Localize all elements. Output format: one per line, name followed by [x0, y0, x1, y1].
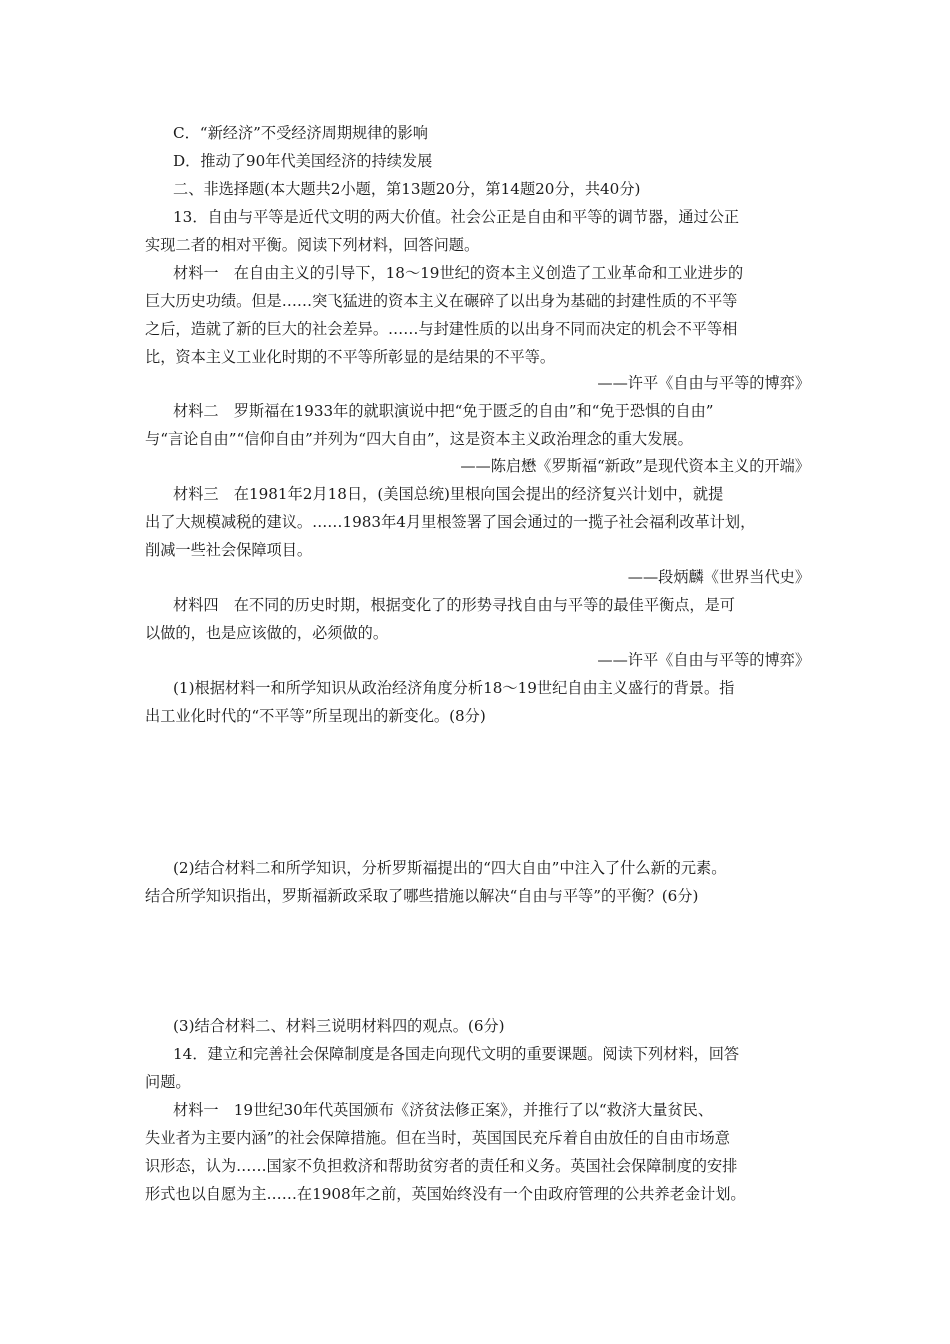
- q13-part-2-line: 结合所学知识指出，罗斯福新政采取了哪些措施以解决“自由与平等”的平衡？(6分): [145, 887, 699, 905]
- q13-material-1-line: 之后，造就了新的巨大的社会差异。……与封建性质的以出身不同而决定的机会不平等相: [145, 320, 738, 338]
- q13-intro-line: 13．自由与平等是近代文明的两大价值。社会公正是自由和平等的调节器，通过公正: [173, 208, 740, 226]
- q14-material-1-line: 失业者为主要内涵”的社会保障措施。但在当时，英国国民充斥着自由放任的自由市场意: [145, 1129, 730, 1147]
- q13-material-3-source: ——段炳麟《世界当代史》: [627, 568, 810, 586]
- q13-material-1-line: 材料一 在自由主义的引导下，18～19世纪的资本主义创造了工业革命和工业进步的: [173, 264, 744, 282]
- section-header: 二、非选择题(本大题共2小题，第13题20分，第14题20分，共40分): [173, 180, 641, 198]
- q13-material-2-source: ——陈启懋《罗斯福“新政”是现代资本主义的开端》: [460, 457, 810, 475]
- option-c: C．“新经济”不受经济周期规律的影响: [173, 124, 428, 142]
- option-d: D．推动了90年代美国经济的持续发展: [173, 152, 433, 170]
- q13-part-1-line: 出工业化时代的“不平等”所呈现出的新变化。(8分): [145, 707, 486, 725]
- q14-material-1-line: 材料一 19世纪30年代英国颁布《济贫法修正案》，并推行了以“救济大量贫民、: [173, 1101, 714, 1119]
- q14-intro-line: 14．建立和完善社会保障制度是各国走向现代文明的重要课题。阅读下列材料，回答: [173, 1045, 740, 1063]
- q14-intro-line: 问题。: [145, 1073, 191, 1091]
- q13-material-4-line: 以做的，也是应该做的，必须做的。: [145, 624, 388, 642]
- q13-material-1-line: 比，资本主义工业化时期的不平等所彰显的是结果的不平等。: [145, 348, 556, 366]
- q13-material-4-source: ——许平《自由与平等的博弈》: [597, 651, 810, 669]
- q13-part-2-line: (2)结合材料二和所学知识，分析罗斯福提出的“四大自由”中注入了什么新的元素。: [173, 859, 727, 877]
- q13-part-1-line: (1)根据材料一和所学知识从政治经济角度分析18～19世纪自由主义盛行的背景。指: [173, 679, 735, 697]
- q13-material-3-line: 出了大规模减税的建议。……1983年4月里根签署了国会通过的一揽子社会福利改革计划，: [145, 513, 756, 531]
- q13-material-2-line: 材料二 罗斯福在1933年的就职演说中把“免于匮乏的自由”和“免于恐惧的自由”: [173, 402, 714, 420]
- q13-part-3: (3)结合材料二、材料三说明材料四的观点。(6分): [173, 1017, 505, 1035]
- q13-material-1-line: 巨大历史功绩。但是……突飞猛进的资本主义在碾碎了以出身为基础的封建性质的不平等: [145, 292, 738, 310]
- q13-intro-line: 实现二者的相对平衡。阅读下列材料，回答问题。: [145, 236, 480, 254]
- q13-material-4-line: 材料四 在不同的历史时期，根据变化了的形势寻找自由与平等的最佳平衡点，是可: [173, 596, 735, 614]
- q13-material-3-line: 材料三 在1981年2月18日，(美国总统)里根向国会提出的经济复兴计划中，就提: [173, 485, 724, 503]
- q13-material-3-line: 削减一些社会保障项目。: [145, 541, 313, 559]
- q14-material-1-line: 识形态，认为……国家不负担救济和帮助贫穷者的责任和义务。英国社会保障制度的安排: [145, 1157, 738, 1175]
- q14-material-1-line: 形式也以自愿为主……在1908年之前，英国始终没有一个由政府管理的公共养老金计划。: [145, 1185, 746, 1203]
- q13-material-1-source: ——许平《自由与平等的博弈》: [597, 374, 810, 392]
- q13-material-2-line: 与“言论自由”“信仰自由”并列为“四大自由”，这是资本主义政治理念的重大发展。: [145, 430, 693, 448]
